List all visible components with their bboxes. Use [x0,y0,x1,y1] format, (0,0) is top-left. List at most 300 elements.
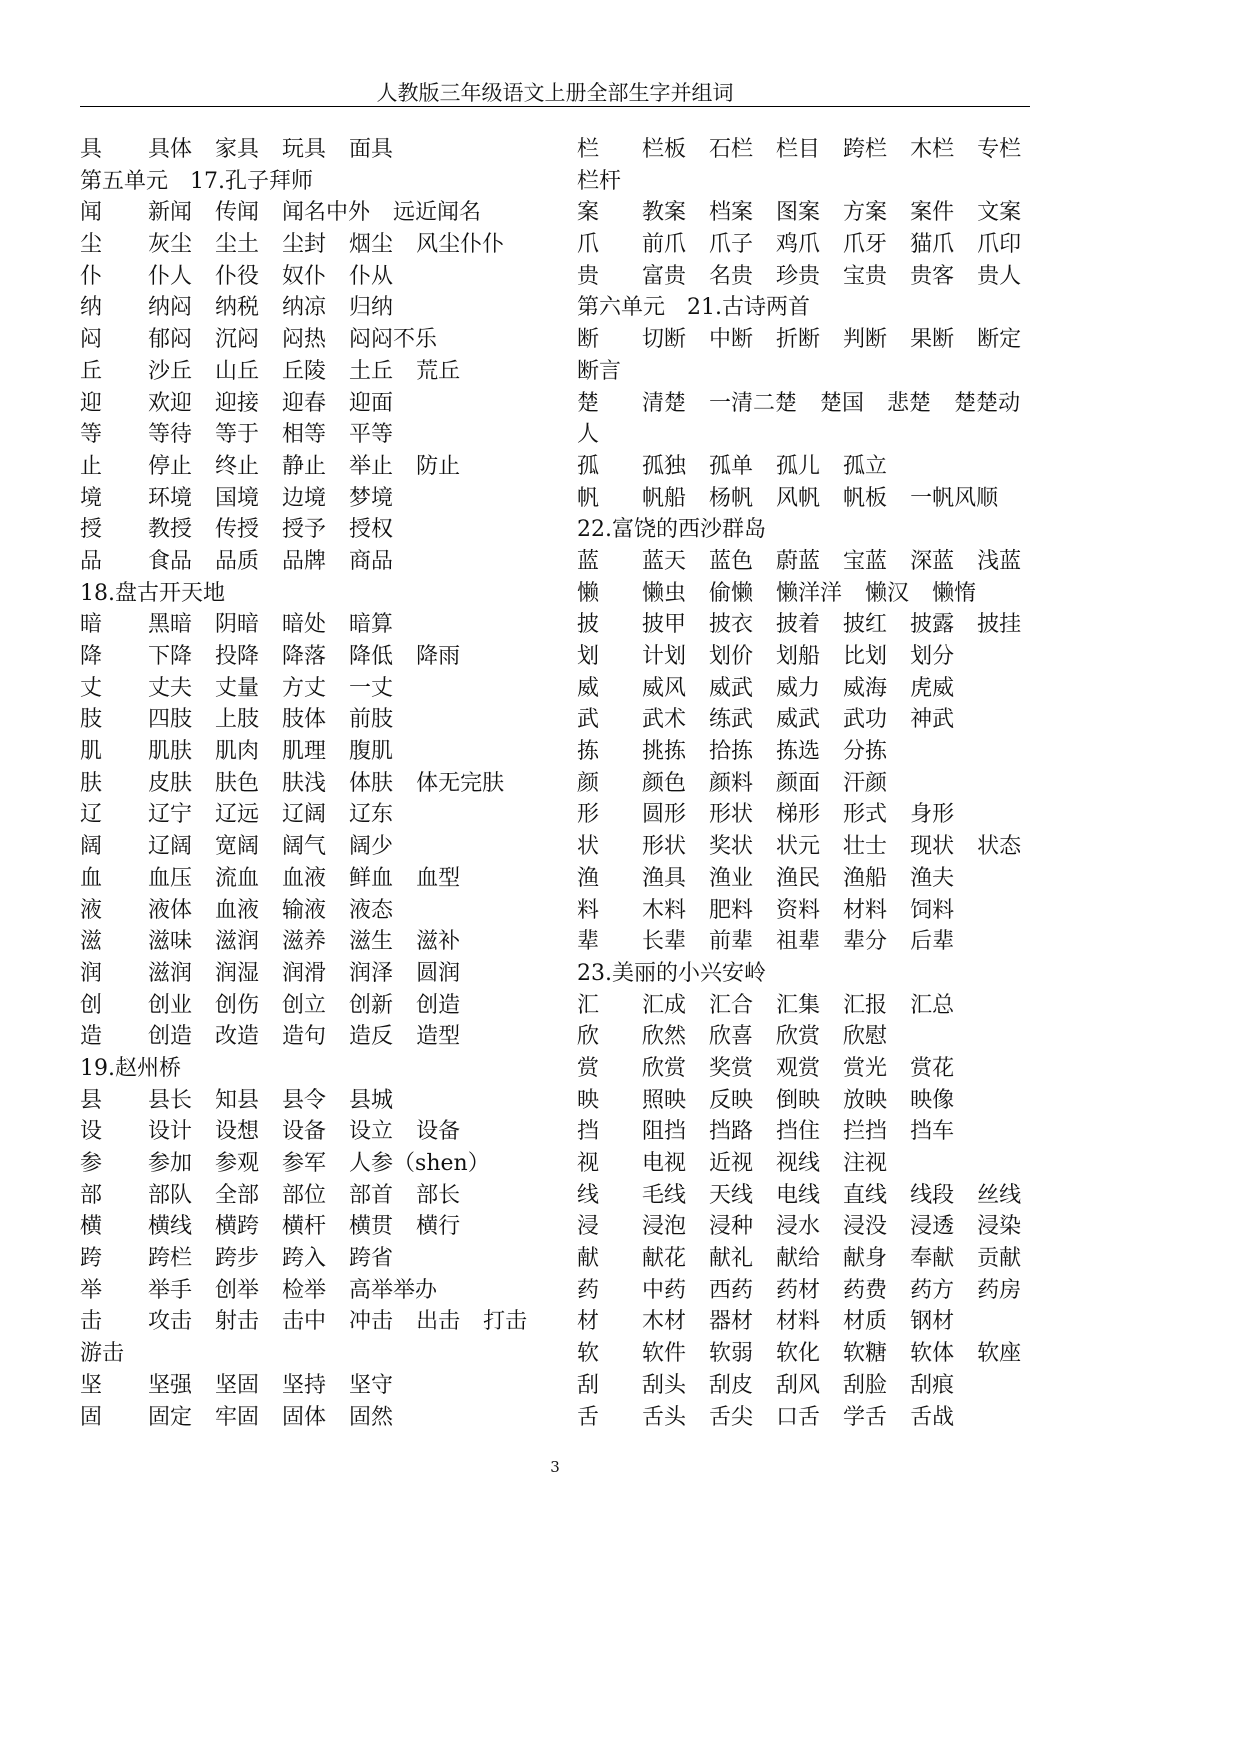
character-entry-row [80,1116,560,1148]
character: 部 [80,1182,103,1208]
character-entry-row [577,134,1047,166]
section-heading [577,356,1047,388]
compound-word: 体无完肤 [416,770,505,796]
compound-word: 注视 [843,1151,888,1176]
line-text: 人 [577,422,600,448]
compound-word: 划价 [709,644,754,669]
compound-word: 切断 [642,327,687,353]
character: 刮 [577,1372,600,1398]
character: 渔 [577,865,600,891]
compound-word: 阔少 [349,834,394,860]
character: 境 [80,485,103,511]
compound-word: 栏目 [776,137,821,162]
compound-word: 舌头 [642,1404,687,1430]
compound-word: 皮肤 [148,770,193,796]
compound-word: 爪印 [977,232,1022,258]
character-entry-row [577,673,1047,705]
compound-word: 放映 [843,1087,888,1113]
character-entry-row [80,197,560,229]
compound-word: 孤单 [709,453,754,479]
compound-word: 药方 [910,1277,955,1303]
compound-word: 暗处 [282,612,327,638]
character: 举 [80,1277,103,1303]
compound-word: 欣然 [642,1024,687,1050]
character-entry-row [80,451,560,483]
compound-word: 血液 [215,897,260,923]
compound-word: 坚持 [282,1372,327,1398]
compound-word: 创业 [148,992,193,1018]
character: 案 [577,200,600,226]
compound-word: 栏板 [642,137,687,162]
compound-word: 荒丘 [416,358,461,384]
compound-word: 参加 [148,1151,193,1176]
character: 颜 [577,770,600,796]
character-entry-row [80,704,560,736]
compound-word: 学舌 [843,1404,888,1430]
compound-word: 滋补 [416,929,461,955]
character-entry-row [577,1370,1047,1402]
compound-word: 挑拣 [642,739,687,765]
compound-word: 披甲 [642,612,687,638]
character: 浸 [577,1214,600,1240]
section-heading [577,166,1047,198]
compound-word: 渔夫 [910,865,955,891]
compound-word: 辽东 [349,802,394,828]
compound-word: 等待 [148,422,193,448]
compound-word: 深蓝 [910,548,955,574]
compound-word: 部首 [349,1182,394,1208]
compound-word: 一丈 [349,675,394,701]
character-entry-row [577,1211,1047,1243]
compound-word: 县城 [349,1087,394,1113]
compound-word: 颜料 [709,770,754,796]
compound-word: 威武 [709,675,754,701]
compound-word: 懒洋洋 [776,580,843,606]
compound-word: 威力 [776,675,821,701]
character: 闻 [80,200,103,226]
character: 欣 [577,1024,600,1050]
compound-word: 纳税 [215,295,260,321]
compound-word: 刮风 [776,1372,821,1398]
character-entry-row [577,1116,1047,1148]
compound-word: 血压 [148,865,193,891]
compound-word: 横行 [416,1214,461,1240]
compound-word: 方丈 [282,675,327,701]
character: 栏 [577,137,600,162]
compound-word: 丈量 [215,675,260,701]
compound-word: 计划 [642,644,687,669]
compound-word: 阴暗 [215,612,260,638]
character-entry-row [577,1180,1047,1212]
compound-word: 四肢 [148,707,193,733]
compound-word: 梯形 [776,802,821,828]
compound-word: 丈夫 [148,675,193,701]
compound-word: 坚守 [349,1372,394,1398]
compound-word: 汇合 [709,992,754,1018]
compound-word: 仆人 [148,263,193,289]
compound-word: 清楚 [642,390,687,416]
character-entry-row [577,1338,1047,1370]
compound-word: 软弱 [709,1341,754,1367]
compound-word: 烟尘 [349,232,394,258]
compound-word: 献花 [642,1246,687,1272]
compound-word: 丝线 [977,1182,1022,1208]
compound-word: 文案 [977,200,1022,226]
compound-word: 固体 [282,1404,327,1430]
compound-word: 献给 [776,1246,821,1272]
character-entry-row [577,704,1047,736]
compound-word: 刮脸 [843,1372,888,1398]
compound-word: 阻挡 [642,1119,687,1145]
compound-word: 边境 [282,485,327,511]
compound-word: 设备 [416,1119,461,1145]
compound-word: 停止 [148,453,193,479]
compound-word: 材料 [843,897,888,923]
compound-word: 帆板 [843,485,888,511]
compound-word: 孤立 [843,453,888,479]
character: 坚 [80,1372,103,1398]
compound-word: 披挂 [977,612,1022,638]
compound-word: 拾拣 [709,739,754,765]
compound-word: 血液 [282,865,327,891]
character: 授 [80,517,103,543]
compound-word: 近视 [709,1151,754,1176]
character-entry-row [80,292,560,324]
character-entry-row [80,926,560,958]
compound-word: 品牌 [282,548,327,574]
line-text: 第六单元 21.古诗两首 [577,295,810,321]
compound-word: 沉闷 [215,327,260,353]
compound-word: 面具 [349,137,394,162]
character: 拣 [577,739,600,765]
character: 具 [80,137,103,162]
compound-word: 仆从 [349,263,394,289]
character-entry-row [80,546,560,578]
compound-word: 挡路 [709,1119,754,1145]
character-entry-row [80,1370,560,1402]
character: 状 [577,834,600,860]
compound-word: 攻击 [148,1309,193,1335]
compound-word: 判断 [843,327,888,353]
compound-word: 梦境 [349,485,394,511]
compound-word: 刮皮 [709,1372,754,1398]
character-entry-row [577,229,1047,261]
character: 品 [80,548,103,574]
character: 止 [80,453,103,479]
compound-word: 软件 [642,1341,687,1367]
character-entry-row [80,831,560,863]
compound-word: 设计 [148,1119,193,1145]
compound-word: 材料 [776,1309,821,1335]
character: 映 [577,1087,600,1113]
compound-word: 杨帆 [709,485,754,511]
compound-word: 折断 [776,327,821,353]
compound-word: 教授 [148,517,193,543]
compound-word: 披衣 [709,612,754,638]
character: 帆 [577,485,600,511]
compound-word: 软化 [776,1341,821,1367]
compound-word: 武术 [642,707,687,733]
compound-word: 档案 [709,200,754,226]
page-number: 3 [550,1458,560,1476]
character: 肌 [80,739,103,765]
character: 润 [80,960,103,986]
section-heading [577,958,1047,990]
compound-word: 爪子 [709,232,754,258]
compound-word: 宝贵 [843,263,888,289]
character-entry-row [80,895,560,927]
compound-word: 奉献 [910,1246,955,1272]
character: 披 [577,612,600,638]
compound-word: 击中 [282,1309,327,1335]
character-entry-row [80,1243,560,1275]
character-entry-row [80,768,560,800]
character-entry-row [577,863,1047,895]
character: 丘 [80,358,103,384]
character: 仆 [80,263,103,289]
compound-word: 迎春 [282,390,327,416]
character: 等 [80,422,103,448]
compound-word: 设备 [282,1119,327,1145]
compound-word: 固定 [148,1404,193,1430]
compound-word: 滋润 [215,929,260,955]
compound-word: 浸没 [843,1214,888,1240]
compound-word: 楚国 [820,390,865,416]
compound-word: 拦挡 [843,1119,888,1145]
compound-word: 汇集 [776,992,821,1018]
compound-word: 润湿 [215,960,260,986]
character: 降 [80,644,103,669]
compound-word: 名贵 [709,263,754,289]
compound-word: 传闻 [215,200,260,226]
compound-word: 渔民 [776,865,821,891]
compound-word: 暗算 [349,612,394,638]
compound-word: 挡住 [776,1119,821,1145]
character: 参 [80,1151,103,1176]
compound-word: 血型 [416,865,461,891]
compound-word: 举手 [148,1277,193,1303]
compound-word: 献身 [843,1246,888,1272]
character: 迎 [80,390,103,416]
compound-word: 一帆风顺 [910,485,999,511]
character-entry-row [80,229,560,261]
character-entry-row [577,451,1047,483]
compound-word: 授予 [282,517,327,543]
character-entry-row [80,388,560,420]
compound-word: 汇报 [843,992,888,1018]
compound-word: 跨省 [349,1246,394,1272]
compound-word: 威风 [642,675,687,701]
compound-word: 练武 [709,707,754,733]
compound-word: 挡车 [910,1119,955,1145]
compound-word: 浸染 [977,1214,1022,1240]
character: 创 [80,992,103,1018]
compound-word: 跨入 [282,1246,327,1272]
compound-word: 披露 [910,612,955,638]
character-entry-row [80,261,560,293]
character-entry-row [577,578,1047,610]
compound-word: 新闻 [148,200,193,226]
compound-word: 蓝天 [642,548,687,574]
compound-word: 虎威 [910,675,955,701]
compound-word: 静止 [282,453,327,479]
character-entry-row [577,799,1047,831]
compound-word: 迎面 [349,390,394,416]
compound-word: 懒汉 [865,580,910,606]
compound-word: 偷懒 [709,580,754,606]
compound-word: 设立 [349,1119,394,1145]
character: 断 [577,327,600,353]
compound-word: 辽宁 [148,802,193,828]
character: 滋 [80,929,103,955]
compound-word: 富贵 [642,263,687,289]
character: 辽 [80,802,103,828]
compound-word: 滋润 [148,960,193,986]
character-entry-row [80,958,560,990]
character: 威 [577,675,600,701]
compound-word: 举止 [349,453,394,479]
compound-word: 风帆 [776,485,821,511]
character: 挡 [577,1119,600,1145]
character-entry-row [577,768,1047,800]
character-entry-row [577,926,1047,958]
compound-word: 欣喜 [709,1024,754,1050]
compound-word: 舌尖 [709,1404,754,1430]
compound-word: 前肢 [349,707,394,733]
compound-word: 辽阔 [282,802,327,828]
character: 造 [80,1024,103,1050]
compound-word: 润滑 [282,960,327,986]
compound-word: 蓝色 [709,548,754,574]
compound-word: 献礼 [709,1246,754,1272]
compound-word: 直线 [843,1182,888,1208]
compound-word: 尘土 [215,232,260,258]
compound-word: 反映 [709,1087,754,1113]
compound-word: 肌理 [282,739,327,765]
compound-word: 映像 [910,1087,955,1113]
character: 料 [577,897,600,923]
character-entry-row [577,197,1047,229]
compound-word: 材质 [843,1309,888,1335]
character: 懒 [577,580,600,606]
compound-word: 鲜血 [349,865,394,891]
compound-word: 宝蓝 [843,548,888,574]
compound-word: 玩具 [282,137,327,162]
character: 横 [80,1214,103,1240]
compound-word: 鸡爪 [776,232,821,258]
compound-word: 环境 [148,485,193,511]
compound-word: 视线 [776,1151,821,1176]
character: 爪 [577,232,600,258]
compound-word: 猫爪 [910,232,955,258]
compound-word: 部位 [282,1182,327,1208]
compound-word: 出击 [416,1309,461,1335]
compound-word: 欣赏 [642,1055,687,1081]
compound-word: 品质 [215,548,260,574]
compound-word: 披着 [776,612,821,638]
compound-word: 降雨 [416,644,461,669]
compound-word: 图案 [776,200,821,226]
character-entry-row [80,1306,560,1338]
compound-word: 风尘仆仆 [416,232,505,258]
character-entry-row [577,736,1047,768]
character: 献 [577,1246,600,1272]
compound-word: 钢材 [910,1309,955,1335]
compound-word: 改造 [215,1024,260,1050]
compound-word: 坚强 [148,1372,193,1398]
section-heading [577,419,1047,451]
line-text: 断言 [577,358,622,384]
compound-word: 划船 [776,644,821,669]
compound-word: 等于 [215,422,260,448]
compound-word: 现状 [910,834,955,860]
character: 阔 [80,834,103,860]
compound-word: 渔船 [843,865,888,891]
compound-word: 肤浅 [282,770,327,796]
compound-word: 壮士 [843,834,888,860]
compound-word: 线段 [910,1182,955,1208]
compound-word: 辽远 [215,802,260,828]
compound-word: 专栏 [977,137,1022,162]
compound-word: 一清二楚 [709,390,798,416]
compound-word: 比划 [843,644,888,669]
compound-word: 横杆 [282,1214,327,1240]
section-heading [80,166,560,198]
character-entry-row [80,1402,560,1434]
character: 闷 [80,327,103,353]
compound-word: 方案 [843,200,888,226]
compound-word: 欣慰 [843,1024,888,1050]
compound-word: 横贯 [349,1214,394,1240]
compound-word: 倒映 [776,1087,821,1113]
compound-word: 下降 [148,644,193,669]
character: 形 [577,802,600,828]
compound-word: 楚楚动 [954,390,1021,416]
compound-word: 坚固 [215,1372,260,1398]
compound-word: 传授 [215,517,260,543]
character-entry-row [577,990,1047,1022]
compound-word: 状元 [776,834,821,860]
character: 暗 [80,612,103,638]
compound-word: 刮痕 [910,1372,955,1398]
compound-word: 木材 [642,1309,687,1335]
section-heading [577,514,1047,546]
compound-word: 迎接 [215,390,260,416]
compound-word: 状态 [977,834,1022,860]
compound-word: 部长 [416,1182,461,1208]
character: 贵 [577,263,600,289]
character-entry-row [577,895,1047,927]
compound-word: 威武 [776,707,821,733]
compound-word: 孤独 [642,453,687,479]
compound-word: 懒惰 [932,580,977,606]
compound-word: 划分 [910,644,955,669]
compound-word: 国境 [215,485,260,511]
character-entry-row [80,483,560,515]
character-entry-row [80,799,560,831]
compound-word: 创新 [349,992,394,1018]
line-text: 23.美丽的小兴安岭 [577,960,766,986]
compound-word: 肌肤 [148,739,193,765]
compound-word: 降低 [349,644,394,669]
compound-word: 软糖 [843,1341,888,1367]
compound-word: 固然 [349,1404,394,1430]
compound-word: 尘封 [282,232,327,258]
character: 辈 [577,929,600,955]
compound-word: 软座 [977,1341,1022,1367]
compound-word: 县令 [282,1087,327,1113]
character-entry-row [577,546,1047,578]
